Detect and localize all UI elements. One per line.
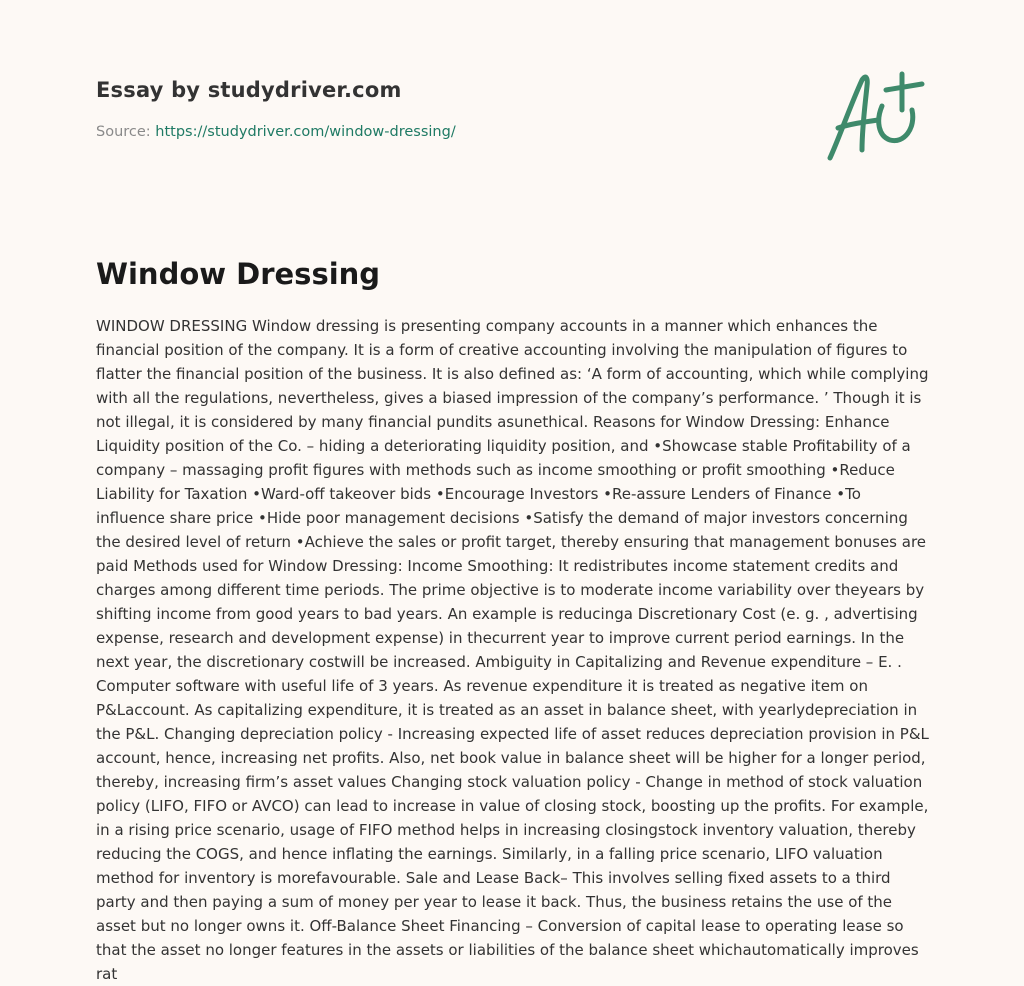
source-label: Source: <box>96 124 151 140</box>
essay-body-text: WINDOW DRESSING Window dressing is presenting company accounts in a manner which enhances the financial position of the company. It is a form of creative accounting involving the manipulation of figures to flatter the financial position of the business. It is also defined as: ‘A form of accounting, which while complying with all the regulations, nevertheless, gives a biased impression of the company’s performance. ’ Though it is not illegal, it is considered by many financial pundits asunethical. Reasons for Window Dressing: Enhance Liquidity position of the Co. – hiding a deteriorating liquidity position, and •Showcase stable Profitability of a company – massaging profit figures with methods such as income smoothing or profit smoothing •Reduce Liability for Taxation •Ward-off takeover bids •Encourage Investors •Re-assure Lenders of Finance •To influence share price •Hide poor management decisions •Satisfy the demand of major investors concerning the desired level of return •Achieve the sales or profit target, thereby ensuring that management bonuses are paid Methods used for Window Dressing: Income Smoothing: It redistributes income statement credits and charges among different time periods. The prime objective is to moderate income variability over theyears by shifting income from good years to bad years. An example is reducinga Discretionary Cost (e. g. , advertising expense, research and development expense) in thecurrent year to improve current period earnings. In the next year, the discretionary costwill be increased. Ambiguity in Capitalizing and Revenue expenditure – E. . Computer software with useful life of 3 years. As revenue expenditure it is treated as negative item on P&Laccount. As capitalizing expenditure, it is treated as an asset in balance sheet, with yearlydepreciation in the P&L. Changing depreciation policy - Increasing expected life of asset reduces depreciation provision in P&L account, hence, increasing net profits. Also, net book value in balance sheet will be higher for a longer period, thereby, increasing firm’s asset values Changing stock valuation policy - Change in method of stock valuation policy (LIFO, FIFO or AVCO) can lead to increase in value of closing stock, boosting up the profits. For example, in a rising price scenario, usage of FIFO method helps in increasing closingstock inventory valuation, thereby reducing the COGS, and hence inflating the earnings. Similarly, in a falling price scenario, LIFO valuation method for inventory is morefavourable. Sale and Lease Back– This involves selling fixed assets to a third party and then paying a sum of money per year to lease it back. Thus, the business retains the use of the asset but no longer owns it. Off-Balance Sheet Financing – Conversion of capital lease to operating lease so that the asset no longer features in the assets or liabilities of the balance sheet whichautomatically improves rat <box>96 317 929 983</box>
source-link[interactable]: https://studydriver.com/window-dressing/ <box>155 124 456 140</box>
source-line <box>96 122 796 142</box>
document-title: Window Dressing <box>96 257 381 291</box>
essay-header <box>96 76 796 142</box>
a-plus-grade-icon <box>820 66 930 166</box>
site-title: Essay by studydriver.com <box>96 78 402 102</box>
